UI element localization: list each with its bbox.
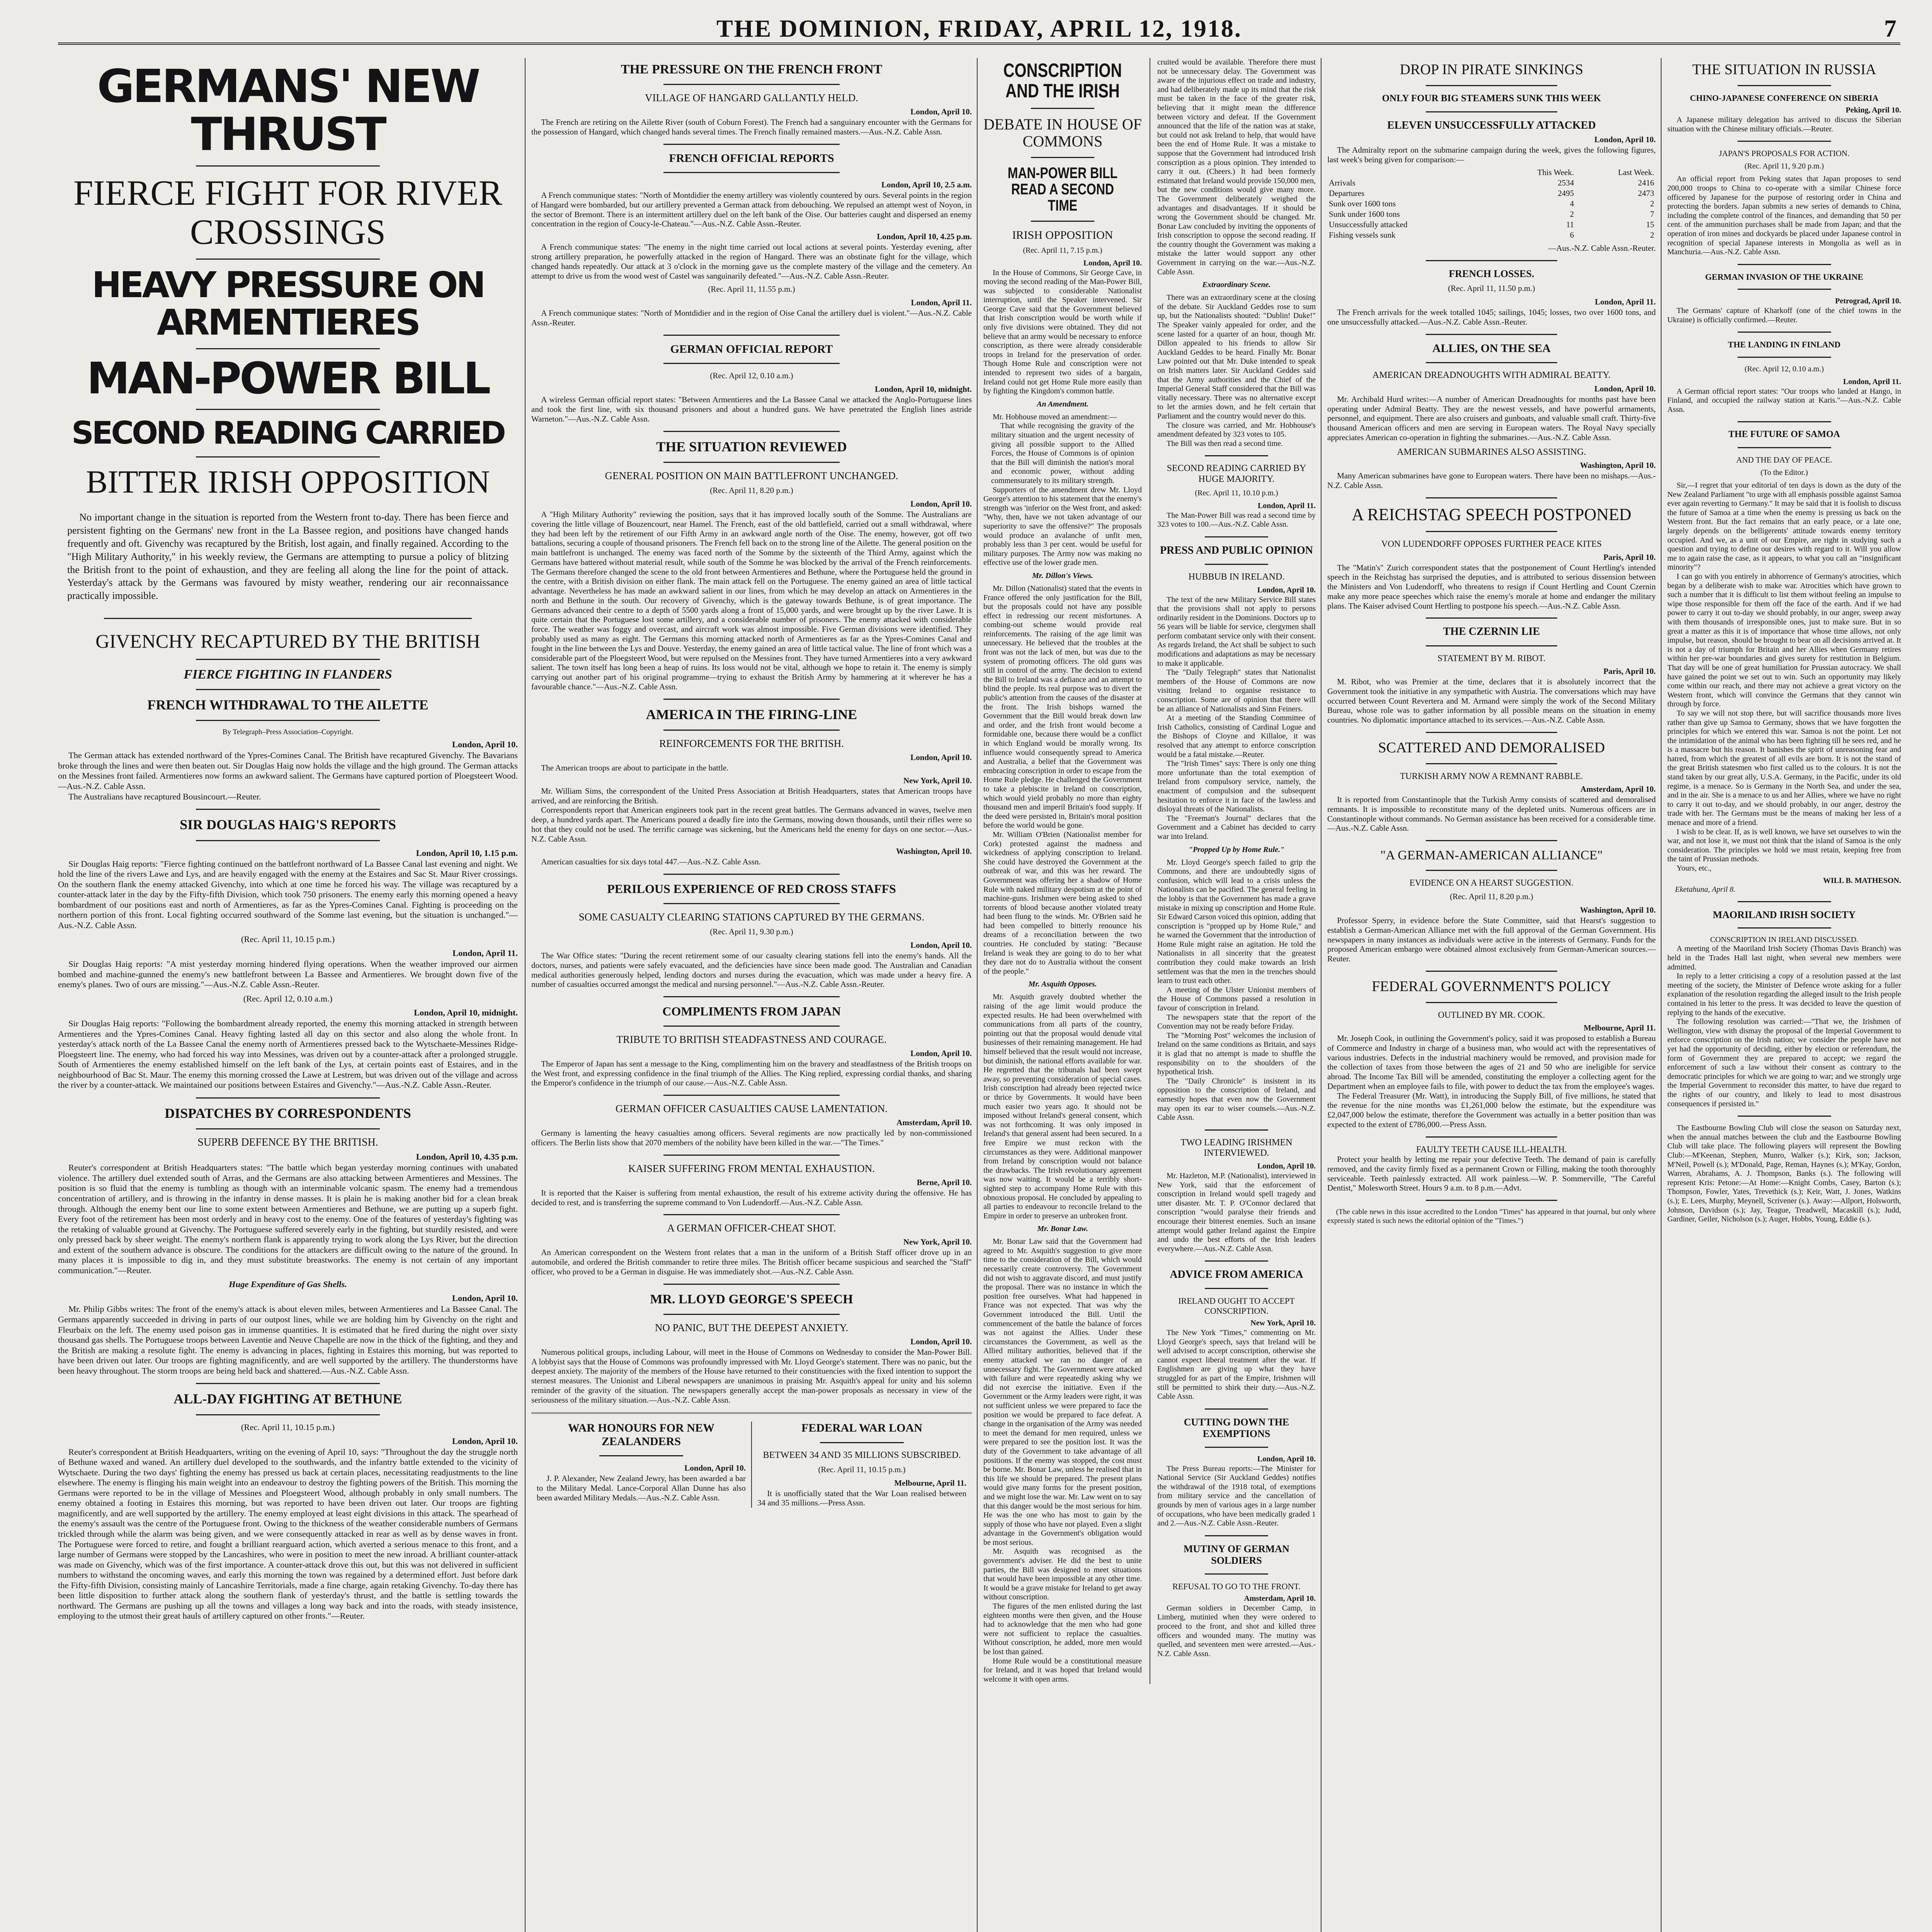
subheading-eleven-attacked: ELEVEN UNSUCCESSFULLY ATTACKED <box>1387 119 1596 131</box>
subheading-bonar-law: Mr. Bonar Law. <box>1037 1225 1088 1233</box>
paragraph: The "Freeman's Journal" declares that the Government and a Cabinet has decided to carry war into Ireland. <box>1157 814 1316 841</box>
advert-heading-faulty-teeth: FAULTY TEETH CAUSE ILL-HEALTH. <box>1416 1144 1567 1154</box>
paragraph: Mr. Lloyd George's speech failed to grip the Commons, and there are undoubtedly signs of confusion, which will lead to a crisis unless the Nationalists can be pacified. The general feeling in the lobby is that the Government has made a grave mistake in mixing up conscription and Home Rule. Sir Edward Carson voiced this opinion, adding that conscription is "propped up by Home Rule," and he warned the Government that the introduction of Home Rule might raise an agitation. He told the Nationalists in all sincerity that the greatest contribution they could make towards an Irish settlement was that the men in the trenches should learn to trust each other. <box>1157 858 1316 985</box>
received-line: (Rec. April 11, 10.15 p.m.) <box>818 1464 906 1474</box>
heading-exemptions: CUTTING DOWN THE EXEMPTIONS <box>1184 1416 1289 1439</box>
paragraph: Reuter's correspondent at British Headquarters states: "The battle which began yesterday morning continues with unabated violence. The artillery duel extended south of Arras, and the Germans are also attacking between Armentieres and Messines. The position is so fluid that the enemy is tumbling as though with an interminable volcanic spasm. The enemy had a tremendous concentration of artillery, and is throwing in the infantry in dense masses. It is plain he is making another bid for a clean break through. Although the enemy bent our line to some extent between Armentieres and Bethune, we are putting up a superb fight. Every foot of the retirement has been most orderly and in heavy cost to the enemy. One of the features of yesterday's fighting was the retaking of valuable ground at Givenchy. The Portuguese suffered severely early in the fighting, but sturdily resisted, and were only pressed back by sheer weight. The enemy's northern flank is apparently trying to work along the Lys River, but the direction and extent of the southern advance is obscure. The conditions for the attackers are difficult owing to the nature of the ground. In many places it is impossible to dig in, and they must substitute breastworks. The enemy is not certain of any important communication."—Reuter. <box>58 1163 518 1275</box>
column-rule <box>1661 58 1662 1932</box>
dateline: London, April 10, 2.5 a.m. <box>881 180 972 190</box>
paragraph: The Press Bureau reports:—The Minister for National Service (Sir Auckland Geddes) notifies the withdrawal of the 1918 total, of exemptions from military service and the cancellation of grounds by men of various ages in a large number of occupations, who have been medically graded 1 and 2.—Aus.-N.Z. Cable Assn.-Reuter. <box>1157 1464 1316 1528</box>
received-line: (Rec. April 11, 11.55 p.m.) <box>708 284 795 294</box>
article-heading-reichstag: A REICHSTAG SPEECH POSTPONED <box>1352 505 1631 524</box>
dateline: London, April 10. <box>910 1048 972 1058</box>
paragraph: Mr. Asquith gravely doubted whether the raising of the age limit would produce the expected results. He had been overwhelmed with communications from all parts of the country, pointing out that the proposal would denude vital businesses of their remaining management. He had himself believed that the result would not increase, but diminish, the national efforts available for war. He regretted that the tribunals had been swept away, so preventing consideration of special cases. Irish conscription had already been rejected twice or thrice by Governments. It would have been much easier two years ago. It should not be imposed without Ireland's general consent, which was not forthcoming. It was only imposed in Ireland's that general assent had been secured. In a free Empire we must reckon with the circumstances as they were. Additional manpower from Ireland by conscription would not balance the drawbacks. The Irish revolutionary agreement was now waiting. It would be a terribly short-sighted step to accompany Home Rule with this obnoxious proposal. He concluded by appealing to all parties to endeavour to reconcile Ireland to the Empire in order to preserve an unbroken front. <box>983 993 1142 1220</box>
table-row <box>1327 178 1656 188</box>
table-cell: Arrivals <box>1329 178 1355 188</box>
subheading-chino-japanese: CHINO-JAPANESE CONFERENCE ON SIBERIA <box>1690 93 1879 103</box>
table-cell: 2 <box>1570 209 1574 219</box>
paragraph: Germany is lamenting the heavy casualties among officers. Several regiments are now practically led by non-commissioned officers. The Berlin lists show that 2070 members of the nobility have been killed in the war.—"The Times." <box>531 1128 972 1148</box>
article-heading-japan: COMPLIMENTS FROM JAPAN <box>662 1004 841 1019</box>
source-line: —Aus.-N.Z. Cable Assn.-Reuter. <box>1548 243 1656 253</box>
subheading-hangard: VILLAGE OF HANGARD GALLANTLY HELD. <box>645 92 858 104</box>
signature: WILL B. MATHESON. <box>1823 876 1901 885</box>
paragraph: The Bill was then read a second time. <box>1167 439 1283 448</box>
heading-advice-america: ADVICE FROM AMERICA <box>1170 1269 1303 1281</box>
paragraph: An official report from Peking states that Japan proposes to send 200,000 troops to China to co-operate with a similar Chinese force officered by Japanese for the purpose of restoring order in China and protecting the borders. Japan submits a new series of demands to China, including the complete control of the finances, and demanding that 50 per cent. of the ammunition purchases shall be made from Japan; and that the operation of iron mines and dockyards be placed under Japanese control in recognition of special Japanese interests in Mongolia as well as in Manchuria.—Aus.-N.Z. Cable Assn. <box>1667 175 1901 257</box>
dateline: London, April 10, midnight. <box>875 384 972 394</box>
paragraph: There was an extraordinary scene at the closing of the debate. Sir Auckland Geddes rose to sum up, but the Nationalists shouted: "Dublin! Duke!" The Speaker vainly appealed for order, and the scene lasted for a quarter of an hour, though Mr. Dillon appealed to his friends to allow Sir Auckland Geddes to be heard. Finally Mr. Bonar Law pointed out that Mr. Duke intended to speak on Irish matters later. Sir Auckland Geddes said that the Army authorities and the Chief of the Imperial General Staff considered that the Bill was vitally necessary. There was no alternative except to let the armies down, and he felt certain that Parliament and the country would never do this. <box>1157 293 1316 420</box>
headline-germans-new-thrust: GERMANS' NEW THRUST <box>97 60 479 161</box>
dateline: London, April 10. <box>452 1293 518 1303</box>
subheading-ludendorff: VON LUDENDORFF OPPOSES FURTHER PEACE KITES <box>1381 539 1602 549</box>
subheading-dillon: Mr. Dillon's Views. <box>1032 571 1093 580</box>
article-heading-situation-reviewed: THE SITUATION REVIEWED <box>656 439 847 454</box>
paragraph: Mr. Joseph Cook, in outlining the Government's policy, said it was proposed to establish a Bureau of Commerce and Industry in charge of a business man, who would act with the representatives of various industries. Defects in the industrial machinery would be removed, and provision made for the collection of taxes from those between the ages of 21 and 50 who are ineligible for service abroad. The Income Tax Bill will be amended, constituting the employer a collecting agent for the Department when an employee fails to file, with power to deduct the tax from the employee's wages. <box>1327 1034 1656 1091</box>
table-cell: 11 <box>1566 220 1574 230</box>
dateline: New York, April 10. <box>1250 1319 1316 1328</box>
dateline: Melbourne, April 11. <box>1583 1023 1656 1033</box>
sinkings-table <box>1327 167 1656 240</box>
subheading-tribute: TRIBUTE TO BRITISH STEADFASTNESS AND COURAGE. <box>616 1033 887 1045</box>
paragraph: An American correspondent on the Western front relates that a man in the uniform of a British Staff officer drove up in an automobile, and ordered the British commander to retire three miles. The British officer became suspicious and searched the "Staff" officer, who proved to be a German in disguise. He was immediately shot.—Aus.-N.Z. Cable Assn. <box>531 1248 972 1276</box>
table-row <box>1327 230 1656 240</box>
dateline: London, April 10. <box>1594 134 1656 144</box>
subheading-day-of-peace: AND THE DAY OF PEACE. <box>1736 455 1832 464</box>
received-line: (Rec. April 11, 10.10 p.m.) <box>1195 488 1278 497</box>
paragraph: The New York "Times," commenting on Mr. Lloyd George's speech, says that Ireland will be well advised to accept conscription, otherwise she cannot expect liberal treatment after the war. If Englishmen are giving up what they have struggled for as part of the Empire, Irishmen will still be permitted to shirk their duty.—Aus.-N.Z. Cable Assn. <box>1157 1328 1316 1401</box>
dateline: London, April 10, midnight. <box>414 1007 518 1017</box>
column-3 <box>983 58 1316 1684</box>
paragraph: The text of the new Military Service Bill states that the provisions shall not apply to persons ordinarily resident in the Dominions. Doctors up to 56 years will be liable for service, clergymen shall perform combatant service only with their consent. As regards Ireland, the Act shall be subject to such modifications and adaptations as may be necessary to make it applicable. <box>1157 595 1316 668</box>
dateline: Washington, April 10. <box>896 847 972 856</box>
subheading-asquith: Mr. Asquith Opposes. <box>1028 980 1097 989</box>
dateline: London, April 11. <box>1843 377 1901 386</box>
subheading-turkish-army: TURKISH ARMY NOW A REMNANT RABBLE. <box>1400 771 1583 781</box>
subheading-refusal: REFUSAL TO GO TO THE FRONT. <box>1172 1581 1301 1591</box>
headline-conscription: CONSCRIPTION AND THE IRISH <box>1003 60 1122 102</box>
paragraph: Mr. Hazleton, M.P. (Nationalist), interviewed in New York, said that the enforcement of conscription in Ireland would spell tragedy and utter disaster. Mr. T. P. O'Connor declared that conscription "would paralyse their friends and encourage their bitterest enemies. Such an insane attempt would gather Ireland against the Empire and undo the best efforts of the Irish leaders everywhere.—Aus.-N.Z. Cable Assn. <box>1157 1171 1316 1253</box>
table-cell: 6 <box>1570 230 1574 240</box>
paragraph: The "Morning Post" welcomes the inclusion of Ireland on the same conditions as Britain, and says it is glad that no attempt is made to shuffle the responsibility on to the shoulders of the hypothetical Irish. <box>1157 1031 1316 1077</box>
subheading-japan-proposals: JAPAN'S PROPOSALS FOR ACTION. <box>1719 149 1850 158</box>
paragraph: That while recognising the gravity of the military situation and the urgent necessity of giving all possible support to the Allied Forces, the House of Commons is of opinion that the Bill will diminish the nation's moral and economic power, without adding commensurately to its military strength. <box>991 422 1134 485</box>
paragraph: A French communique states: "The enemy in the night time carried out local actions at several points. Yesterday evening, after strong artillery preparation, he powerfully attacked in the region of Hangard. There was an obstinate fight for the village, which changed hands repeatedly. Our attack at 3 o'clock in the morning gave us the complete mastery of the village and the cemetery. An attempt to drive us from the wood west of Castel was sanguinarily defeated."—Aus.-N.Z. Cable Assn.-Reuter. <box>531 242 972 281</box>
article-heading-red-cross: PERILOUS EXPERIENCE OF RED CROSS STAFFS <box>607 882 896 896</box>
paragraph: Mr. Asquith was recognised as the government's adviser. He did the best to unite parties, the Bill was designed to meet situations that would have been impossible at any other time. It would be a grave mistake for Ireland to get away without conscription. <box>983 1547 1142 1602</box>
paragraph: The "Daily Chronicle" is insistent in its opposition to the conscription of Ireland, and earnestly hopes that even now the Government may open its ear to wiser counsels.—Aus.-N.Z. Cable Assn. <box>1157 1077 1316 1122</box>
table-cell: 2473 <box>1638 189 1654 198</box>
paragraph: American casualties for six days total 447.—Aus.-N.Z. Cable Assn. <box>541 857 761 867</box>
dateline: London, April 10. <box>1083 259 1142 267</box>
table-cell: 2416 <box>1638 178 1654 188</box>
table-cell: Sunk under 1600 tons <box>1329 209 1400 219</box>
subheading-extraordinary-scene: Extraordinary Scene. <box>1202 281 1271 289</box>
article-heading-officer-cheat: A GERMAN OFFICER-CHEAT SHOT. <box>667 1222 836 1234</box>
article-heading-czernin: THE CZERNIN LIE <box>1443 626 1540 638</box>
to-the-editor: (To the Editor.) <box>1760 468 1808 477</box>
table-cell: Fishing vessels sunk <box>1329 230 1396 240</box>
subheading-fierce-fighting: FIERCE FIGHTING IN FLANDERS <box>184 667 392 682</box>
paragraph: Reuter's correspondent at British Headquarters, writing on the evening of April 10, says: "Throughout the day the struggle north of Bethune waxed and waned. An artillery duel developed to the southwards, and the infantry battle extended to the vicinity of Wytschaete. During the two days' fighting the enemy has pressed us back at certain places, necessitating readjustments to the line elsewhere. The enemy is flinging his main weight into an endeavour to destroy the fighting powers of the British. This morning the Germans were reported to be in the village of Messines and Ploegsteert Wood, although probably in only small numbers. The enemy obtained a footing in Estaires this morning, but was reported to have been driven out later. Our troops are fighting magnificently, and are well supported by the artillery. The enemy employed at least eight divisions in this attack. The spearhead of the enemy's assault was the centre of the Portuguese front. Owing to the thickness of the weather considerable numbers of Germans trickled through while the alarm was being given, and we were consequently attacked in rear as well as by dense waves in front. The Portuguese were forced to retire, and fought a brilliant rearguard action, which averted a serious menace to this front, and a large number of Germans were stopped by the Lancashires, who were in position to meet the new inroad. A brilliant counter-attack was made on Givenchy, which was of the first importance. A counter-attack drove this out, but this was not delivered in sufficient numbers to withstand the oncoming waves, and early this morning the town was regained by a determined effort. Just before dark the Fifty-fifth Division, consisting mainly of Lancashire Territorials, made a fine charge, again retaking Givenchy. To-day there has been little disposition to further attack along the southern flank of yesterday's thrust, and the battle is settling towards the northward. The Germans are pushing up all the towns and villages a long way back and into the roads, with steady insistence, employing to the utmost their great hauls of artillery captured on other fronts."—Reuter. <box>58 1447 518 1621</box>
dateline: Melbourne, April 11. <box>894 1478 966 1488</box>
paragraph: Sir Douglas Haig reports: "Following the bombardment already reported, the enemy this morning attacked in strength between Armentieres and the Ypres-Comines Canal. Heavy fighting lasted all day on this sector and also along the whole front. In yesterday's attack north of the La Bassee Canal the enemy north of Armentieres pressed back to the Wytschaete-Messines Ridge-Ploegsteert line. The enemy, who had forced his way into Messines, was driven out by a counter-attack after a prolonged struggle. South of Armentieres the enemy established himself on the left bank of the Lys, at certain points east of Estaires, and in the neighbourhood of Bac St. Maur. The enemy this morning crossed the Lawe at Lestrem, but was driven out of the village and across the river by a counter-attack. We maintained our positions between Estaires and Givenchy."—Aus.-N.Z. Cable Assn.-Reuter. <box>58 1018 518 1090</box>
paragraph: Yours, etc., <box>1677 864 1712 872</box>
paragraph: The following resolution was carried:—"That we, the Irishmen of Wellington, view with dismay the proposal of the Imperial Government to enforce conscription on the Irish nation; we consider the people have not yet had the opportunity of deciding, either by election or referendum, the form of Government they are prepared to accept; we regard the enforcement of such a law without their consent as contrary to the democratic principles for which we are going to war; and we strongly urge the Imperial Government to reconsider this matter, to have due regard to the rights of our country, and likely to lead to most disastrous consequences if persisted in." <box>1667 1017 1901 1108</box>
advert-text: Protect your health by letting me repair your defective Teeth. The demand of pain is carefully removed, and the cavity firmly fixed as a permanent Crown or Filling, making the tooth thoroughly serviceable. Teeth painlessly extracted. All work painless.—W. P. Sommerville, "The Careful Dentist," Molesworth Street. Hours 9 a.m. to 8 p.m.—Advt. <box>1327 1155 1656 1193</box>
paragraph: It is reported that the Kaiser is suffering from mental exhaustion, the result of his extreme activity during the offensive. He has decided to rest, and is transferring the supreme command to Von Ludendorff.—Aus.-N.Z. Cable Assn. <box>531 1188 972 1207</box>
dateline: London, April 10. <box>452 740 518 750</box>
paragraph: In the House of Commons, Sir George Cave, in moving the second reading of the Man-Power Bill, was subjected to considerable Nationalist interruption, until the Speaker intervened. Sir George Cave said that the Government believed that Irish conscription would be worth while if only five divisions were obtained. They did not believe that an army would be necessary to enforce conscription, as there were already considerable troops in Ireland for the preservation of order. Though Home Rule and conscription were not intended to represent two sides of a bargain, Ireland could not get Home Rule more easily than by fighting the Kingdom's common battle. <box>983 268 1142 396</box>
dateline: London, April 10. <box>910 753 972 762</box>
dateline: London, April 10. <box>1594 384 1656 393</box>
paragraph: The Emperor of Japan has sent a message to the King, complimenting him on the bravery and steadfastness of the British troops on the West front, and expressing confidence in the final triumph of the Allies. The King replied, expressing cordial thanks, and sharing the Emperor's confidence in the triumph of our cause.—Aus.-N.Z. Cable Assn. <box>531 1059 972 1088</box>
received-line: (Rec. April 11, 8.20 p.m.) <box>710 486 793 495</box>
received-line: (Rec. April 11, 9.30 p.m.) <box>710 927 793 937</box>
paragraph: A wireless German official report states: "Between Armentieres and the La Bassee Canal we attacked the Anglo-Portuguese lines and took the first line, with six thousand prisoners and about a hundred guns. We have penetrated the English lines astride Warneton."—Aus.-N.Z. Cable Assn. <box>531 395 972 423</box>
subheading-hearst: EVIDENCE ON A HEARST SUGGESTION. <box>1409 878 1574 888</box>
headline-irish-opposition: BITTER IRISH OPPOSITION <box>86 464 490 500</box>
paragraph: Mr. Bonar Law said that the Government had agreed to Mr. Asquith's suggestion to give more time to the consideration of the Bill, which would necessarily create controversy. The Government did not wish to aggravate discord, and must justify the proposal. There was no instance in which the position free ourselves. What had happened in France was not expected. That was why the Government introduced the Bill. Until the commencement of the battle the balance of forces was not against the Allies. Under these circumstances the Government, as well as the Allied military authorities, believed that if the enemy attacked we ran no danger of an unnecessary fight. The Government were attacked with failure and were repeatedly asking why we did not exercise the initiative. Even if the Government or the Army leaders were right, it was not sufficient unless we were prepared to face the position we would be prepared to face defeat. A change in the organisation of the Army was needed to meet the demand for men required, unless we were prepared to see the position lost. It was the duty of the Government to take advantage of all positions. If the enemy was stopped, the cost must be borne. Mr. Bonar Law, unless he realised that in this life we should be prepared. The present plans would give many forms for the present position, and we might lose the war. Mr. Law went on to say that this danger would be the most serious for him. He was the one who has most to gain by the supply of those who have not played. Even a slight advantage in the Government's obligation would be most serious. <box>983 1237 1142 1547</box>
received-line: (Rec. April 11, 9.20 p.m.) <box>1744 162 1824 171</box>
subheading-superb-defence: SUPERB DEFENCE BY THE BRITISH. <box>197 1136 378 1149</box>
paragraph: The Australians have recaptured Bousincourt.—Reuter. <box>68 791 261 801</box>
table-cell: Unsuccessfully attacked <box>1329 220 1408 230</box>
article-heading-war-honours: WAR HONOURS FOR NEW ZEALANDERS <box>568 1422 715 1448</box>
paragraph: Mr. William O'Brien (Nationalist member for Cork) protested against the madness and wickedness of applying conscription to Ireland. She could have destroyed the Government at the outbreak of war, and this was her reward. The Government was offering her a shadow of Home Rule with naked military despotism at the point of machine-guns. Irishmen were being asked to shed torrents of blood because another violated treaty had been flung to the winds. Mr. O'Brien said he had been compelled to bitterly renounce his dreams of a reconciliation between the two countries. He concluded by stating: "Because Ireland is weak they are going to do to her what they dare not do to Australia without the consent of the people." <box>983 830 1142 976</box>
subheading-cook: OUTLINED BY MR. COOK. <box>1438 1010 1545 1020</box>
paragraph: A German official report states: "Our troops who landed at Hango, in Finland, and occupied the railway station at Karis."—Aus.-N.Z. Cable Assn. <box>1667 387 1901 414</box>
masthead-title: THE DOMINION, FRIDAY, APRIL 12, 1918. <box>716 15 1242 42</box>
paragraph: The American troops are about to participate in the battle. <box>541 763 729 773</box>
dateline: London, April 10. <box>910 940 972 950</box>
paragraph: A "High Military Authority" reviewing the position, says that it has improved locally south of the Somme. The Australians are covering the little village of Bouzencourt, near Hamel. The French, east of the old battlefield, carried out a small withdrawal, where they had been left by the retirement of our Fifth Army in an awkward angle north of the Oise. The enemy, however, got off two battalions, securing a couple of thousand prisoners. The French fell back on to the strong line of the Ailette. The general position on the main battlefront is unchanged. The enemy was faced north of the Somme by the sixteenth of the Third Army, against which the Germans have battered without material result, while south of the Somme he was blocked by the arrival of the French reinforcements. The Germans therefore changed the scene to the old front between Armentieres and Bethune, where the Portuguese held the ground in the centre, with a British division on either flank. The main attack fell on the Portuguese. The enemy gained an area of little tactical advantage. Nevertheless he has made an awkward salient in our lines, from which he may develop an attack on Armentieres in the north and Bethune in the south. Our recovery of Givenchy, which is the gateway towards Bethune, is of great importance. The Germans advanced their centre to a depth of 5500 yards along a front of 15,000 yards, and were brought up by the river Lawe. It is quite certain that the Portuguese lost some artillery, and a considerable number of prisoners. The enemy attacked with considerable force. The weather was foggy and overcast, and aircraft work was almost impossible. Five German divisions were identified. They probably used as many as eight. The Germans this morning attacked north of Armentieres as far as the Ypres-Comines Canal and fought in the line between the Lys and Douve. Yesterday, the enemy gained an area of little tactical value. The line of front which was a considerable part of the Ploegsteert Wood, but were repulsed on the Messines front. They have turned Armentieres into a very awkward salient. The town itself has long been a heap of ruins. Its loss would not be vital, although we hope to retain it. The enemy is simply carrying out another part of his original programme—trying to exhaust the British Army by hammering at it wherever he has a favourable chance."—Aus.-N.Z. Cable Assn. <box>531 510 972 691</box>
article-heading-french-front: THE PRESSURE ON THE FRENCH FRONT <box>621 62 883 77</box>
paragraph: The French arrivals for the week totalled 1045; sailings, 1045; losses, two over 1600 tons, and one unsuccessfully attacked.—Aus.-N.Z. Cable Assn.-Reuter. <box>1327 308 1656 327</box>
paragraph: A Japanese military delegation has arrived to discuss the Siberian situation with the Chinese military officials.—Reuter. <box>1667 116 1901 133</box>
column-4 <box>1327 58 1656 1225</box>
received-line: (Rec. April 11, 7.15 p.m.) <box>1023 246 1102 255</box>
heading-mutiny: MUTINY OF GERMAN SOLDIERS <box>1184 1543 1289 1566</box>
dateline: Peking, April 10. <box>1845 106 1901 115</box>
war-loan-article <box>751 1422 972 1508</box>
subheading-reinforcements: REINFORCEMENTS FOR THE BRITISH. <box>659 738 844 749</box>
table-cell: Sunk over 1600 tons <box>1329 199 1396 209</box>
table-header-cell: This Week. <box>1537 168 1574 177</box>
subheading-propped-up: "Propped Up by Home Rule." <box>1188 845 1285 854</box>
paragraph: Many American submarines have gone to European waters. There have been no mishaps.—Aus.-N.Z. Cable Assn. <box>1327 471 1656 490</box>
article-heading-maoriland: MAORILAND IRISH SOCIETY <box>1713 909 1856 920</box>
dateline: London, April 10. <box>910 107 972 117</box>
paragraph: The closure was carried, and Mr. Hobhouse's amendment defeated by 323 votes to 105. <box>1157 421 1316 439</box>
conscription-subcolumn-b <box>1150 58 1316 1684</box>
subheading-hubbub: HUBBUB IN IRELAND. <box>1188 571 1285 582</box>
column-5 <box>1667 58 1901 1224</box>
headline-irish-opposition-sub: IRISH OPPOSITION <box>1012 229 1113 242</box>
subheading-conscription-discussed: CONSCRIPTION IN IRELAND DISCUSSED. <box>1710 935 1859 944</box>
dateline: New York, April 10. <box>903 1237 972 1247</box>
paragraph: The Federal Treasurer (Mr. Watt), in introducing the Supply Bill, of five millions, he stated that the revenue for the nine months was £1,261,000 below the estimate, but the expenditure was £2,047,000 below the estimate, therefore the Government was actually in a better position than was expected to the extent of £786,000.—Press Assn. <box>1327 1091 1656 1129</box>
subheading-general-position: GENERAL POSITION ON MAIN BATTLEFRONT UNCHANGED. <box>605 470 898 482</box>
section-heading-bethune: ALL-DAY FIGHTING AT BETHUNE <box>173 1391 402 1407</box>
paragraph: A meeting of the Ulster Unionist members of the House of Commons passed a resolution in favour of conscription in Ireland. <box>1157 985 1316 1013</box>
heading-second-reading-majority: SECOND READING CARRIED BY HUGE MAJORITY. <box>1167 463 1306 484</box>
heading-press-opinion: PRESS AND PUBLIC OPINION <box>1160 544 1313 556</box>
paragraph: The figures of the men enlisted during the last eighteen months were then given, and the House had to acknowledge that the men who had gone were not sufficient to replace the casualties. Without conscription, he added, more men would be lost than gained. <box>983 1602 1142 1656</box>
dateline: Petrograd, April 10. <box>1835 297 1901 306</box>
heading-two-irishmen: TWO LEADING IRISHMEN INTERVIEWED. <box>1180 1137 1293 1158</box>
dateline: London, April 11. <box>911 298 972 308</box>
headline-debate: DEBATE IN HOUSE OF COMMONS <box>983 116 1142 150</box>
received-line: (Rec. April 12, 0.10 a.m.) <box>710 371 793 381</box>
paragraph: The Germans' capture of Kharkoff (one of the chief towns in the Ukraine) is officially confirmed.—Reuter. <box>1667 306 1901 324</box>
subheading-dreadnoughts: AMERICAN DREADNOUGHTS WITH ADMIRAL BEATTY. <box>1372 370 1611 381</box>
paragraph: It is unofficially stated that the War Loan realised between 34 and 35 millions.—Press Assn. <box>757 1488 966 1508</box>
paragraph: The "Irish Times" says: There is only one thing more unfortunate than the total exemption of Ireland from compulsory service, namely, the enactment of compulsion and the subsequent hesitation to enforce it in face of the lawless and disloyal threats of the Nationalists. <box>1157 759 1316 814</box>
table-cell: 2 <box>1650 199 1654 209</box>
subheading-submarines: AMERICAN SUBMARINES ALSO ASSISTING. <box>1397 447 1586 457</box>
paragraph: German soldiers in December Camp, in Limberg, mutinied when they were ordered to proceed to the front, and shot and killed three officers and wounded many. The mutiny was quelled, and seventeen men were arrested.—Aus.-N.Z. Cable Assn. <box>1157 1604 1316 1658</box>
dateline: New York, April 10. <box>903 776 972 785</box>
headline-man-power-bill: MAN-POWER BILL <box>87 354 489 404</box>
table-cell: 2495 <box>1558 189 1574 198</box>
paragraph: The "Matin's" Zurich correspondent states that the postponement of Count Hertling's intended speech in the Reichstag has surprised the deputies, and is attributed to serious dissension between the Ministers and Von Ludendorff, who threatens to resign if Count Hertling and Count Czernin make any more peace speeches which raise the enemy's morale at home and endanger the military plans. The Kaiser advised Count Hertling to postpone his speech.—Aus.-N.Z. Cable Assn. <box>1327 563 1656 611</box>
table-cell: 7 <box>1650 209 1654 219</box>
dateline: Amsterdam, April 10. <box>1580 784 1656 794</box>
dateline: Amsterdam, April 10. <box>896 1118 972 1128</box>
table-header-row <box>1327 167 1656 178</box>
section-heading-haig-reports: SIR DOUGLAS HAIG'S REPORTS <box>180 817 396 833</box>
dateline: London, April 10. <box>452 1436 518 1446</box>
article-heading-federal-policy: FEDERAL GOVERNMENT'S POLICY <box>1372 978 1611 995</box>
paragraph: A French communique states: "North of Montdidier and in the region of Oise Canal the artillery duel is violent."—Aus.-N.Z. Cable Assn.-Reuter. <box>531 308 972 328</box>
byline: By Telegraph–Press Association–Copyright. <box>222 728 354 736</box>
column-2 <box>531 58 972 1508</box>
paragraph: Mr. William Sims, the correspondent of the United Press Association at British Headquarters, states that American troops have arrived, and are reinforcing the British. <box>531 786 972 805</box>
paragraph: Numerous political groups, including Labour, will meet in the House of Commons on Wednesday to consider the Man-Power Bill. A lobbyist says that the House of Commons was profoundly impressed with Mr. Lloyd George's statement. There was no panic, but the deepest anxiety. The majority of the members of the House have returned to their constituencies with the fixed intention to support the sternest measures. The Unionist and Liberal newspapers are unanimous in praising Mr. Asquith's appeal for unity and his solemn reminder of the gravity of the situation. The newspapers generally accept the man-power proposals as necessary in view of the seriousness of the military situation.—Aus.-N.Z. Cable Assn. <box>531 1347 972 1405</box>
subheading-ribot: STATEMENT BY M. RIBOT. <box>1437 653 1546 663</box>
paragraph: Home Rule would be a constitutional measure for Ireland, and it was hoped that Ireland would welcome it with open arms. <box>983 1656 1142 1684</box>
article-heading-finland: THE LANDING IN FINLAND <box>1728 340 1841 350</box>
headline-fierce-fight: FIERCE FIGHT FOR RIVER CROSSINGS <box>73 173 503 252</box>
headline-second-reading: SECOND READING CARRIED <box>71 415 504 451</box>
dateline: London, April 11. <box>1595 297 1656 307</box>
headline-armentieres: HEAVY PRESSURE ON ARMENTIERES <box>92 264 484 343</box>
article-heading-ukraine: GERMAN INVASION OF THE UKRAINE <box>1705 272 1864 282</box>
page-number: 7 <box>1884 15 1896 42</box>
table-cell: 15 <box>1646 220 1654 230</box>
table-row <box>1327 199 1656 209</box>
article-heading-lloyd-george: MR. LLOYD GEORGE'S SPEECH <box>650 1292 853 1306</box>
article-heading-war-loan: FEDERAL WAR LOAN <box>801 1422 922 1435</box>
headline-second-time: MAN-POWER BILL READ A SECOND TIME <box>1007 165 1118 214</box>
dateline: London, April 10. <box>1257 1454 1316 1463</box>
article-heading-french-official: FRENCH OFFICIAL REPORTS <box>669 151 834 165</box>
article-heading-allies-sea: ALLIES, ON THE SEA <box>1432 342 1551 355</box>
paragraph: The newspapers state that the report of the Convention may not be ready before Friday. <box>1157 1013 1316 1031</box>
paragraph: Mr. Archibald Hurd writes:—A number of American Dreadnoughts for months past have been operating under Admiral Beatty. They are the newest vessels, and have powerful armaments, personnel, and equipment. There are also cruisers and gunboats, and valuable small craft. Thirty-five thousand American officers and men are serving in European waters. The Royal Navy specially appreciates American co-operation in fighting the submarines.—Aus.-N.Z. Cable Assn. <box>1327 394 1656 442</box>
table-row <box>1327 188 1656 199</box>
table-row <box>1327 219 1656 230</box>
war-honours-article <box>531 1422 751 1508</box>
dateline: London, April 10, 4.35 p.m. <box>416 1152 518 1162</box>
subheading-accept-conscription: IRELAND OUGHT TO ACCEPT CONSCRIPTION. <box>1178 1296 1295 1316</box>
subheading-clearing-stations: SOME CASUALTY CLEARING STATIONS CAPTURED BY THE GERMANS. <box>578 911 925 923</box>
paragraph: In reply to a letter criticising a copy of a resolution passed at the last meeting of the society, the Minister of Defence wrote asking for a fuller explanation of the resolution regarding the alleged insult to the Irish people contained in his letter to the press. It was decided to leave the question of replying to the hands of the executive. <box>1667 972 1901 1017</box>
article-heading-russia: THE SITUATION IN RUSSIA <box>1692 61 1876 78</box>
paragraph: The War Office states: "During the recent retirement some of our casualty clearing stations fell into the enemy's hands. All the doctors, nurses, and patients were safely evacuated, and the deficiencies have since been made good. The Australian and Canadian medical authorities generously helped, lending doctors and nurses during the evacuation, which was made under a heavy fire. A number of casualties occurred amongst the medical and nursing personnel."—Aus.-N.Z. Cable Assn.-Reuter. <box>531 951 972 989</box>
subheading-amendment: An Amendment. <box>1037 400 1088 408</box>
table-header-cell <box>1327 167 1494 178</box>
dateline: Paris, April 10. <box>1603 552 1656 562</box>
article-heading-america: AMERICA IN THE FIRING-LINE <box>646 706 857 722</box>
dateline: Amsterdam, April 10. <box>1244 1594 1316 1603</box>
dateline: London, April 10. <box>910 1337 972 1346</box>
table-cell: 4 <box>1570 199 1574 209</box>
table-cell: 2534 <box>1558 178 1574 188</box>
section-heading-correspondents: DISPATCHES BY CORRESPONDENTS <box>165 1105 411 1121</box>
article-heading-german-official: GERMAN OFFICIAL REPORT <box>670 342 833 355</box>
paragraph: I wish to be clear. If, as is well known, we have set ourselves to win the war, and not lose it, we must not think that the island of Samoa is the only consideration. The principles we hold we must retain, keeping free from the taint of Prussian methods. <box>1667 827 1901 864</box>
article-heading-german-american: "A GERMAN-AMERICAN ALLIANCE" <box>1380 848 1603 863</box>
paragraph: The "Daily Telegraph" states that Nationalist members of the House of Commons are now visiting Ireland to organise resistance to conscription. Some are of opinion that there will be an alliance of Nationalists and Sinn Feiners. <box>1157 668 1316 713</box>
table-row <box>1327 209 1656 219</box>
article-heading-samoa: THE FUTURE OF SAMOA <box>1728 429 1840 440</box>
table-header-cell: Last Week. <box>1618 168 1654 177</box>
received-line: (Rec. April 11, 11.50 p.m.) <box>1448 284 1535 293</box>
subheading-french-withdrawal: FRENCH WITHDRAWAL TO THE AILETTE <box>147 697 429 713</box>
intro-paragraph: No important change in the situation is reported from the Western front to-day. There has been fierce and persistent fighting on the Germans' new front in the La Bassee region, and positions have changed hands frequently and oft. Givenchy was recaptured by the British, lost again, and finally regained. According to the "High Military Authority," in his weekly review, the Germans are attempting to pursue a policy of blitzing the British front to the point of exhaustion, and they are feeling all along the line for the point of attack. Yesterday's attack by the Germans was favoured by misty weather, rendering our air reconnaissance practically impossible. <box>67 512 509 602</box>
dateline: Washington, April 10. <box>1580 461 1656 470</box>
column-rule <box>977 58 978 1932</box>
paragraph: Sir Douglas Haig reports: "Fierce fighting continued on the battlefront northward of La Bassee Canal last evening and night. We hold the line of the rivers Lawe and Lys, and are heavily engaged with the enemy at the Estaires and Sac St. Maur River crossings. On the southern flank the enemy attacked Givenchy, into which at one time he forced his way. The village was recaptured by a counter-attack later in the day by the Fifty-fifth Division, which took 750 prisoners. The enemy early this morning opened a heavy bombardment of our positions east and north of Armentieres, as far as the Ypres-Comines Canal. Fighting is proceeding on the northern portion of this front. Local fighting occurred southward of the Somme last evening, but the situation is unchanged."—Aus.-N.Z. Cable Assn. <box>58 859 518 930</box>
paragraph-bowling: The Eastbourne Bowling Club will close the season on Saturday next, when the annual matches between the club and the Eastbourne Bowling Club will take place. The following players will represent the Bowling Club:—M'Keenan, Stephen, Munro, Walker (s.); Kirk, son; Jackson, M'Neil, Powell (s.); M'Donald, Page, Reman, Haynes (s.); M'Kay, Gordon, Warren, Abrahams, A. J. Thompson, Banks (s.). The following will represent Kris: Petone:—At Home:—Knight Combs, Casey, Barton (s.); Thompson, Fowler, Yates, Trevethick (s.); Keir, Watt, J. Jones, Watkins (s.); E. Lees, Murphy, Meynell, Scrivener (s.). Away:—Allport, Holsworth, Johnson, Davidson (s.); Jay, Teague, Treadwell, Macaskill (s.); Judd, Gardiner, Geiler, Nicholson (s.); Auger, Hobbs, Young, Eddie (s.). <box>1667 1124 1901 1224</box>
paragraph: cruited would be available. Therefore there must not be unnecessary delay. The Government was aware of the injurious effect on trade and industry, and had deliberately made up its mind that the risk must be taken in the face of the greater risk, believing that it might mean the difference between victory and defeat. If the Government announced that the life of the nation was at stake, but could not ask Ireland to help, that would have been the end of Home Rule. It was a mistake to suppose that the Government had introduced Irish conscription as a pious opinion. They intended to carry it out. (Cheers.) It had been formerly estimated that Ireland would provide 150,000 men, but the new conditions would give many more. The Government deliberately weighed the advantages and disadvantages. If it should be wrong the Government should be changed. Mr. Bonar Law concluded by inviting the opponents of Irish conscription to oppose the second reading. If the country thought the Government was making a mistake the latter would support any other Government in carrying on the war.—Aus.-N.Z. Cable Assn. <box>1157 58 1316 276</box>
article-heading-pirate-sinkings: DROP IN PIRATE SINKINGS <box>1400 61 1583 78</box>
letter-place: Eketahuna, April 8. <box>1675 885 1736 894</box>
received-line: (Rec. April 12, 0.10 a.m.) <box>1745 364 1824 373</box>
received-line: (Rec. April 12, 0.10 a.m.) <box>243 993 333 1003</box>
dateline: London, April 10. <box>1257 1162 1316 1170</box>
dateline: London, April 10, 1.15 p.m. <box>416 848 518 858</box>
article-heading-demoralised: SCATTERED AND DEMORALISED <box>1378 739 1605 756</box>
table-cell: 2 <box>1650 230 1654 240</box>
dateline: London, April 11. <box>452 948 518 958</box>
subheading-gas-shells: Huge Expenditure of Gas Shells. <box>229 1279 347 1289</box>
subheading-millions: BETWEEN 34 AND 35 MILLIONS SUBSCRIBED. <box>763 1450 961 1460</box>
paragraph: Mr. Dillon (Nationalist) stated that the events in France offered the only justification for the Bill, but the proposals could not have any possible effect in redressing our recent misfortunes. A combing-out scheme would provide real reinforcements. The raising of the age limit was unnecessary. He believed that the troubles at the front was not the lack of men, but was due to the system of promoting officers. The old guns was still in control of the army. The decision to extend the Bill to Ireland was a defiance and an attempt to blind the people. Its real purpose was to divert the public's attention from the causes of the disaster at the front. The Irish bishops warned the Government that the Bill would break down law and order, and the Irish front would become a formidable one, because there would be a conflict in which England would be morally wrong. Its influence would consequently spread to America and Australia, a belief that the Government was embracing conscription in order to escape from the Home Rule pledge. He challenged the Government to take a plebiscite in Ireland on conscription, which would yield probably no more than eighty thousand men and imperil Britain's food supply. If the deed were persisted in, Britain's moral position before the world would be gone. <box>983 584 1142 830</box>
paragraph: To say we will not stop there, but will sacrifice thousands more lives rather than give up Samoa to Germany, shows that we have forgotten the principles for which we entered this war. Samoa is not the point. Let not the intimidation of the animal who has been fighting till he sees red, and he is a massacre but his reason. It banishes the spirit of unreasoning fear and hatred, from which the greatest of all evils are born. It is not the stand of the great British statesmen who first called us to the colours. It is not the stand taken by our great ally, U.S.A. Germany, in the Pacific, under its old regime, is a menace. So is Germany in the North Sea, and under the sea, and in the air. She is a menace to us and her Allies, where we have no right to carry it out to-day, and we should probably, in our anger, destroy the trade with her. The Germans must be the means of making her less of a menace and more of a friend. <box>1667 709 1901 827</box>
paragraph: The French are retiring on the Ailette River (south of Coburn Forest). The French had a sanguinary encounter with the Germans for the possession of Hangard, which changed hands several times. The French finally remained masters.—Aus.-N.Z. Cable Assn. <box>531 117 972 136</box>
paragraph: The Admiralty report on the submarine campaign during the week, gives the following figures, last week's being given for comparison:— <box>1327 145 1656 164</box>
paragraph: Correspondents report that American engineers took part in the recent great battles. The Germans advanced in waves, twelve men deep, a hundred yards apart. The Americans poured a deadly fire into the Germans, mowing down thousands, until their rifles were so hot that they could not be used. The terrific carnage was sickening, but the Americans held the enemy for days on one sector.—Aus.-N.Z. Cable Assn. <box>531 805 972 844</box>
article-heading-officer-casualties: GERMAN OFFICER CASUALTIES CAUSE LAMENTATION. <box>615 1103 888 1115</box>
paragraph: J. P. Alexander, New Zealand Jewry, has been awarded a bar to the Military Medal. Lance-Corporal Allan Dunne has also been awarded Military Medals.—Aus.-N.Z. Cable Assn. <box>537 1474 746 1502</box>
paragraph: The Man-Power Bill was read a second time by 323 votes to 100.—Aus.-N.Z. Cable Assn. <box>1157 511 1316 529</box>
article-heading-kaiser: KAISER SUFFERING FROM MENTAL EXHAUSTION. <box>628 1162 875 1174</box>
paragraph: Sir Douglas Haig reports: "A mist yesterday morning hindered flying operations. When the weather improved our airmen bombed and machine-gunned the enemy's new battlefront between La Bassee and Armentieres. We brought down five of the enemy's planes. Two of ours are missing."—Aus.-N.Z. Cable Assn.-Reuter. <box>58 959 518 990</box>
article-heading-french-losses: FRENCH LOSSES. <box>1449 268 1534 280</box>
dateline: Berne, April 10. <box>917 1177 972 1187</box>
received-line: (Rec. April 11, 8.20 p.m.) <box>1450 891 1533 901</box>
paragraph: It is reported from Constantinople that the Turkish Army consists of scattered and demoralised remnants. It is impossible to reconstitute many of the depleted units. Numerous officers are in Constantinople without commands. No German assistance has been received for a considerable time.—Aus.-N.Z. Cable Assn. <box>1327 795 1656 833</box>
paragraph: I can go with you entirely in abhorrence of Germany's atrocities, which began by a deliberate wish to make war. Atrocities which have grown to such a number that it is difficult to list them without feeling an impulse to wipe those responsible for them off the face of the earth. And if we had power to carry it out to-day we should probably, in our anger, sweep away with them thousands of irresponsible ones, just to make sure. But in so great a matter as this it is of importance that whose time allows, not only impulse, but reason, should be brought to bear on all decisions arrived at. It is not a day of triumph for Britain and her Allies when Germany retires within her pre-war boundaries and gives surety for restitution in Belgium. That day will be one of great humiliation for Prussian autocracy. We shall have gained the point we set out to win. Such an opportunity may likely come within our reach, and there may not achieve a great victory on the Western front, which will convince the Germans that they cannot win through by force. <box>1667 572 1901 709</box>
table-cell: Departures <box>1329 189 1365 198</box>
editorial-note: (The cable news in this issue accredited to the London "Times" has appeared in that journal, but only where expressly stated is such news the editorial opinion of the "Times.") <box>1327 1208 1656 1225</box>
dateline: London, April 10. <box>684 1463 746 1473</box>
dateline: London, April 10. <box>1257 585 1316 594</box>
paragraph: M. Ribot, who was Premier at the time, declares that it is absolutely incorrect that the Government took the initiative in any sympathetic with Austria. The conversations which may have occurred between Count Revertera and M. Armand were simply the work of the Second Military Bureau, whose role was to gather information by all possible means on the situation in enemy countries. No diplomatic importance attached to its services.—Aus.-N.Z. Cable Assn. <box>1327 677 1656 725</box>
dateline: London, April 10. <box>910 499 972 509</box>
paragraph: Mr. Hobhouse moved an amendment:— <box>993 412 1117 421</box>
paragraph: Sir,—I regret that your editorial of ten days is down as the duty of the New Zealand Parliament "to urge with all emphasis possible against Samoa ever again reverting to Germany." It may be said that it is foolish to discuss the future of Samoa at a time when the enemy is pressing us back on the Western front. But the fact remains that an early peace, or a late one, largely depends on the belligerents' attitude towards enemy territory occupied. And we, as a unit of our Empire, are right in studying such a question and trying to define our desires with regard to it. Will you allow me to again raise the case, as it appears, to what you call an "insignificant minority"? <box>1667 481 1901 572</box>
column-rule <box>525 58 526 1932</box>
section-heading-givenchy: GIVENCHY RECAPTURED BY THE BRITISH <box>95 630 480 652</box>
subheading-four-steamers: ONLY FOUR BIG STEAMERS SUNK THIS WEEK <box>1382 93 1601 104</box>
column-1 <box>58 58 518 1621</box>
dateline: Paris, April 10. <box>1603 667 1656 676</box>
paragraph: A meeting of the Maoriland Irish Society (Thomas Davis Branch) was held in the Trades Hall last night, when several new members were admitted. <box>1667 944 1901 971</box>
received-line: (Rec. April 11, 10.15 p.m.) <box>241 934 335 944</box>
paragraph: Professor Sperry, in evidence before the State Committee, said that Hearst's suggestion to establish a German-American Alliance met with the full approval of the German Government. His newspapers in many instances as individuals were active in the interests of Germany. Funds for the proposed American embargo were obtained almost exclusively from German-American sources.—Reuter. <box>1327 915 1656 964</box>
dateline: London, April 10, 4.25 p.m. <box>877 232 972 242</box>
masthead <box>58 15 1900 45</box>
paragraph: The German attack has extended northward of the Ypres-Comines Canal. The British have recaptured Givenchy. The Bavarians broke through the lines and were then beaten out. Sir Douglas Haig now holds the village and the high ground. The German attacks on the Messines front failed. Armentieres now forms an awkward salient. The Germans have captured portion of Ploegsteert Wood.—Aus.-N.Z. Cable Assn. <box>58 750 518 791</box>
paragraph: Supporters of the amendment drew Mr. Lloyd George's attention to his statement that the enemy's strength was 'inferior on the West front, and asked: "Why, then, have we not taken advantage of our superiority to save the offensive?" The proposals would produce an avalanche of unfit men, probably less than 3 per cent. would be useful for military purposes. The Army now was making no effective use of the lower grade men. <box>983 485 1142 567</box>
subheading-no-panic: NO PANIC, BUT THE DEEPEST ANXIETY. <box>655 1321 849 1333</box>
paragraph: At a meeting of the Standing Committee of Irish Catholics, consisting of Cardinal Logue and the Bishops of Cloyne and Killaloe, it was resolved that any attempt to enforce conscription would be a fatal mistake.—Reuter. <box>1157 714 1316 759</box>
received-line: (Rec. April 11, 10.15 p.m.) <box>241 1422 335 1432</box>
dateline: London, April 11. <box>1257 501 1316 510</box>
paragraph: A French communique states: "North of Montdidier the enemy artillery was violently countered by ours. Several points in the region of Hangard were bombarded, but our artillery prevented a German attack from debouching. We repulsed an attempt west of Noyon, in the sector of Bremont. There is an intermittent artillery duel on the left bank of the Oise. Our batteries caught and dispersed an enemy concentration in the region of Coucy-le-Chateau."—Aus.-N.Z. Cable Assn.-Reuter. <box>531 190 972 229</box>
conscription-subcolumn-a <box>983 58 1142 1684</box>
bottom-split <box>531 1422 972 1508</box>
dateline: Washington, April 10. <box>1580 905 1656 915</box>
paragraph: Mr. Philip Gibbs writes: The front of the enemy's attack is about eleven miles, between Armentieres and La Bassee Canal. The Germans apparently succeeded in driving in parts of our outpost lines, while we are holding him by Givenchy on the right and Fleurbaix on the left. The enemy used poison gas in immense quantities. It is estimated that he fired during the night over sixty thousand gas shells. The Portuguese troops between Laventie and Neuve Chapelle are now in the thick of the fighting, and they and the British are making a resolute fight. The enemy is advancing in places, fighting in Estaires this morning, but was reported to have been driven out later. Our troops are fighting magnificently, and are well supported by the artillery. The thunderstorms have been heavy throughout. The storm troops are being held back and shattered.—Aus.-N.Z. Cable Assn. <box>58 1304 518 1376</box>
